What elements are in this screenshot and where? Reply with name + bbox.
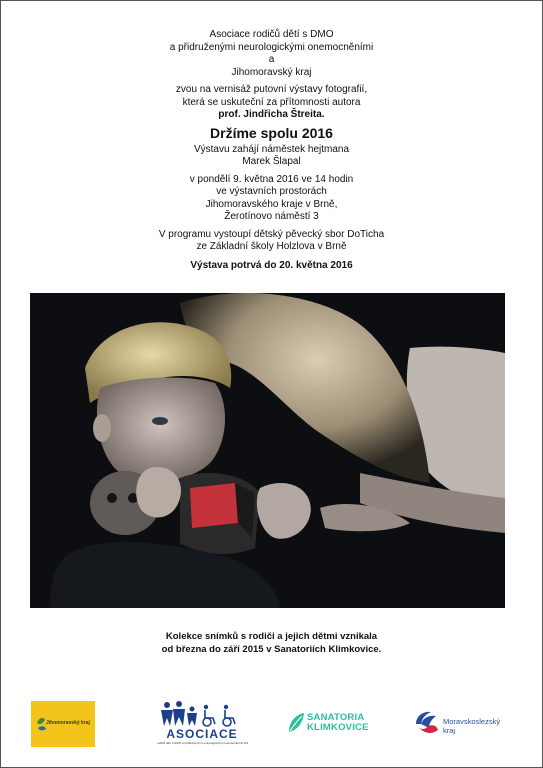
- sanatoria-line-2: KLIMKOVICE: [307, 722, 369, 733]
- msk-line-2: kraj: [443, 726, 456, 735]
- place-line-1: ve výstavních prostorách: [216, 186, 327, 197]
- asociace-subtitle: rodičů dětí s DMO a přidruženými neurologickými onemocněními OS: [157, 741, 249, 745]
- photo-illustration: [30, 293, 505, 608]
- opening-line-2: Marek Šlapal: [242, 156, 301, 167]
- org-line-2: a přidruženými neurologickými onemocněními: [169, 41, 374, 53]
- caption-line-1: Kolekce snímků s rodiči a jejich dětmi vznikala: [165, 631, 378, 642]
- author-name: prof. Jindřicha Štreita.: [218, 109, 325, 120]
- program-line-1: V programu vystoupí dětský pěvecký sbor DoTicha: [158, 228, 385, 240]
- sanatoria-wordmark: [307, 713, 369, 733]
- asociace-figures-icon: [155, 700, 247, 728]
- exhibition-duration: Výstava potrvá do 20. května 2016: [190, 259, 353, 271]
- opening-line-1: Výstavu zahájí náměstek hejtmana: [193, 143, 350, 155]
- org-line-1: Asociace rodičů dětí s DMO: [209, 29, 334, 40]
- msk-emblem-icon: [414, 710, 442, 738]
- invite-line-2: která se uskuteční za přítomnosti autora: [182, 96, 361, 108]
- org-line-4: Jihomoravský kraj: [231, 66, 312, 78]
- program-line-2: ze Základní školy Holzlova v Brně: [196, 241, 347, 252]
- jmk-logo-text: Jihomoravský kraj: [46, 720, 90, 726]
- exhibition-photo: [30, 293, 505, 608]
- sanatoria-klimkovice-logo: [287, 712, 387, 736]
- photo-caption: [0, 631, 543, 656]
- invitation-text: [0, 29, 543, 272]
- sanatoria-line-1: SANATORIA: [307, 712, 365, 723]
- asociace-wordmark: ASOCIACE: [166, 727, 238, 741]
- moravskoslezsky-kraj-logo: [414, 710, 506, 738]
- place-line-3: Žerotínovo náměstí 3: [224, 211, 319, 222]
- org-line-3: a: [268, 54, 275, 65]
- msk-wordmark: [443, 717, 500, 735]
- asociace-logo: [155, 700, 247, 748]
- invite-line-1: zvou na vernisáž putovní výstavy fotografií,: [175, 84, 368, 95]
- exhibition-title: Držíme spolu 2016: [210, 124, 333, 141]
- place-line-2: Jihomoravského kraje v Brně,: [205, 198, 338, 210]
- date-line: v pondělí 9. května 2016 ve 14 hodin: [189, 173, 354, 185]
- sanatoria-leaf-icon: [287, 712, 305, 734]
- jihomoravsky-kraj-logo: [31, 701, 95, 747]
- caption-line-2: od března do září 2015 v Sanatoriích Klimkovice.: [161, 643, 382, 655]
- msk-line-1: Moravskoslezský: [443, 717, 501, 726]
